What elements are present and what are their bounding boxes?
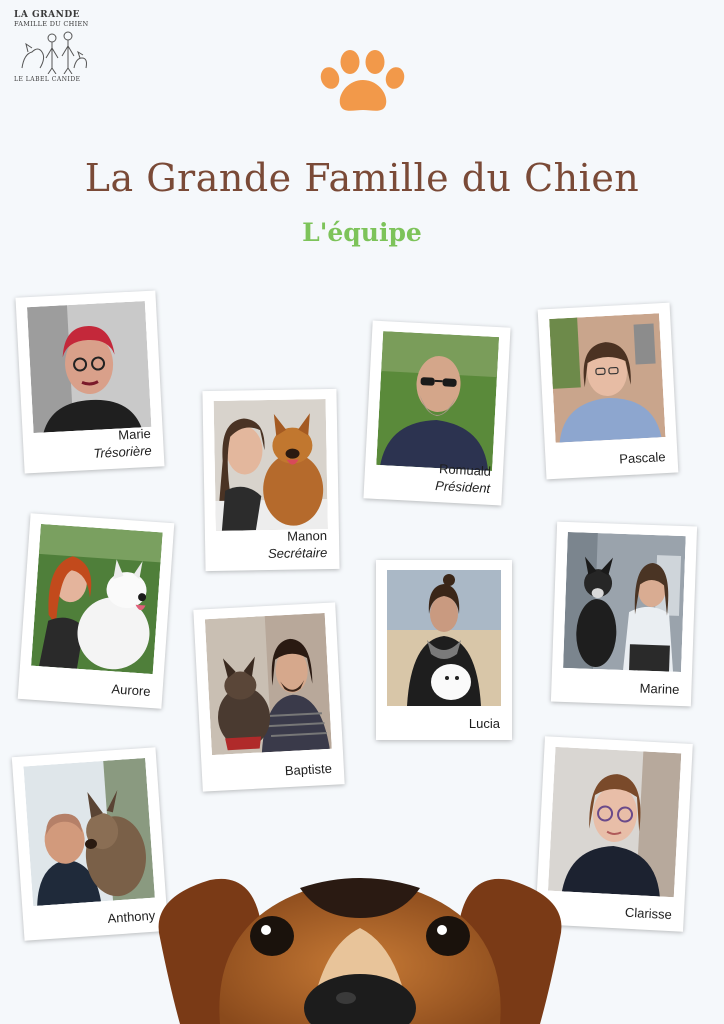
member-name: Aurore (111, 681, 152, 699)
logo-line-2: FAMILLE DU CHIEN (14, 20, 89, 28)
member-caption (435, 460, 492, 497)
member-photo (31, 524, 163, 674)
member-photo (205, 613, 332, 755)
member-caption (111, 680, 151, 700)
member-card-aurore (18, 513, 175, 709)
member-caption (625, 904, 673, 923)
member-card-anthony (12, 747, 168, 941)
member-card-pascale (538, 303, 679, 480)
member-name: Clarisse (624, 904, 673, 923)
member-caption (619, 448, 666, 467)
member-caption (284, 760, 332, 779)
page-subtitle: L'équipe (302, 218, 422, 247)
member-card-lucia (376, 560, 512, 740)
paw-icon (318, 48, 408, 118)
member-name: Anthony (107, 907, 156, 926)
peeking-dog-illustration (150, 858, 570, 1024)
member-photo (27, 301, 151, 433)
member-card-baptiste (193, 602, 344, 791)
member-role: Président (434, 478, 491, 496)
member-name: Romuald (438, 461, 492, 479)
member-photo (563, 532, 686, 672)
member-photo (387, 570, 501, 706)
logo-line-1: LA GRANDE (14, 10, 80, 20)
member-photo (214, 399, 328, 531)
member-card-romuald (363, 321, 510, 506)
member-name: Baptiste (284, 760, 333, 779)
member-name: Marie (117, 425, 152, 443)
member-photo (376, 331, 499, 471)
page-title: La Grande Famille du Chien (84, 156, 640, 200)
member-caption (92, 425, 152, 462)
member-photo (549, 313, 665, 443)
member-name: Manon (287, 528, 328, 544)
member-caption (107, 907, 156, 927)
member-role: Secrétaire (267, 545, 328, 562)
member-name: Lucia (468, 716, 500, 731)
member-caption (639, 680, 679, 698)
member-caption (469, 715, 500, 732)
member-card-marie (15, 290, 164, 473)
logo-line-3: LE LABEL CANIDE (14, 76, 81, 83)
member-card-manon (202, 389, 339, 571)
member-card-marine (551, 522, 697, 707)
member-name: Marine (639, 680, 680, 697)
dog-family-sketch-icon (18, 28, 90, 74)
member-role: Trésorière (93, 442, 153, 461)
member-name: Pascale (618, 449, 666, 467)
brand-logo (14, 10, 98, 86)
member-caption (268, 527, 328, 562)
member-photo (23, 758, 154, 906)
